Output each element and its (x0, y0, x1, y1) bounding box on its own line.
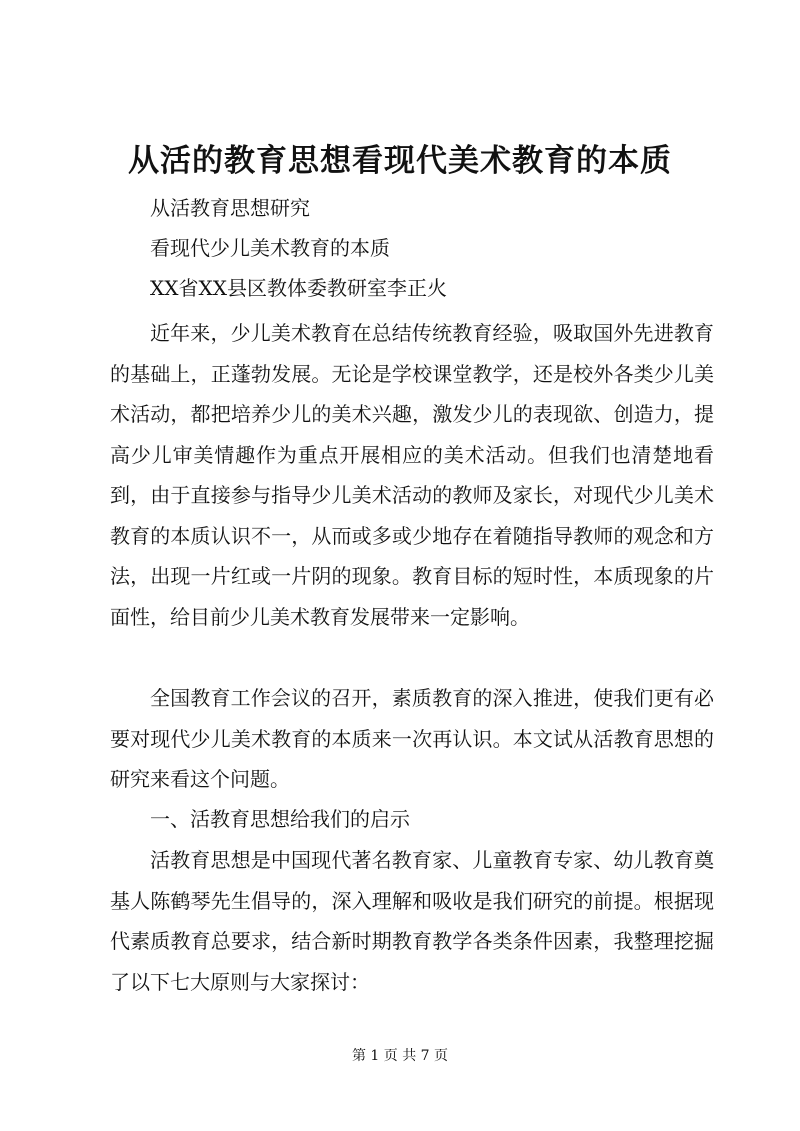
section-heading-1: 一、活教育思想给我们的启示 (150, 807, 410, 831)
page-footer: 第 1 页 共 7 页 (351, 1048, 449, 1064)
body-paragraph-2: 全国教育工作会议的召开，素质教育的深入推进，使我们更有必要对现代少儿美术教育的本质来一次再认识。本文试从活教育思想的研究来看这个问题。 (110, 686, 714, 791)
author-line: XX省XX县区教体委教研室李正火 (150, 276, 447, 300)
subtitle-line-2: 看现代少儿美术教育的本质 (150, 236, 390, 260)
subtitle-line-1: 从活教育思想研究 (150, 196, 310, 220)
body-paragraph-3: 活教育思想是中国现代著名教育家、儿童教育专家、幼儿教育奠基人陈鹤琴先生倡导的，深入理解和吸收是我们研究的前提。根据现代素质教育总要求，结合新时期教育教学各类条件因素，我整理挖掘了以下七大原则与大家探讨： (110, 848, 714, 994)
document-title: 从活的教育思想看现代美术教育的本质 (128, 143, 672, 179)
body-paragraph-1: 近年来，少儿美术教育在总结传统教育经验，吸取国外先进教育的基础上，正蓬勃发展。无论是学校课堂教学，还是校外各类少儿美术活动，都把培养少儿的美术兴趣，激发少儿的表现欲、创造力，提高少儿审美情趣作为重点开展相应的美术活动。但我们也清楚地看到，由于直接参与指导少儿美术活动的教师及家长，对现代少儿美术教育的本质认识不一，从而或多或少地存在着随指导教师的观念和方法，出现一片红或一片阴的现象。教育目标的短时性，本质现象的片面性，给目前少儿美术教育发展带来一定影响。 (110, 321, 714, 629)
